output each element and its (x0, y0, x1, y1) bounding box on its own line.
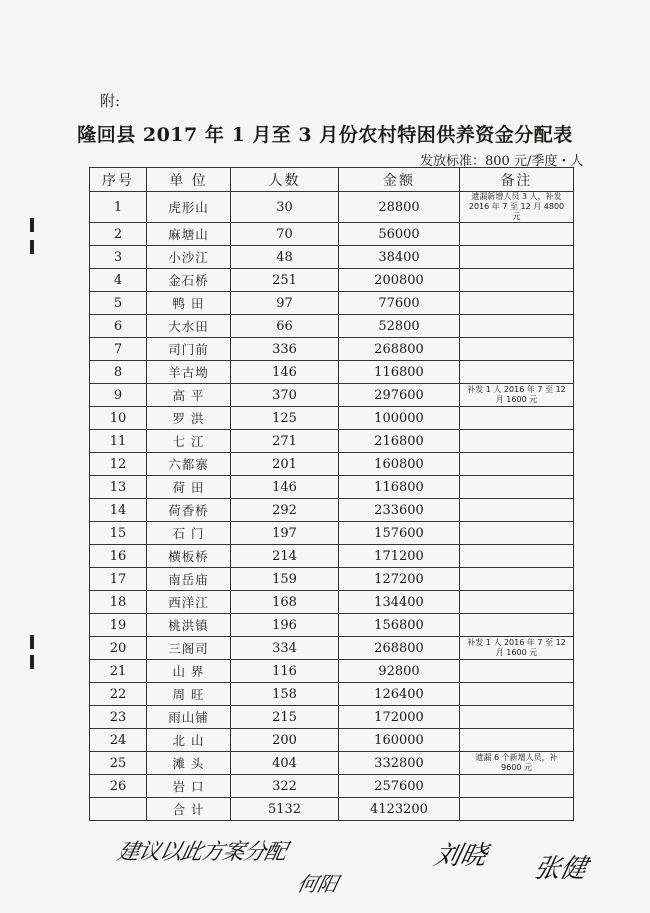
table-body (90, 192, 574, 798)
cell-unit: 麻塘山 (147, 223, 231, 246)
cell-no: 1 (90, 192, 147, 223)
signature-2: 刘晓 (431, 841, 490, 871)
cell-people: 251 (231, 269, 339, 292)
cell-amount: 257600 (339, 775, 460, 798)
cell-no: 13 (90, 476, 147, 499)
cell-amount: 200800 (339, 269, 460, 292)
cell-amount: 297600 (339, 384, 460, 407)
cell-note (460, 499, 574, 522)
header-people: 人数 (231, 168, 339, 192)
total-no (90, 798, 147, 821)
cell-no: 11 (90, 430, 147, 453)
cell-no: 8 (90, 361, 147, 384)
table-row (90, 384, 574, 407)
cell-note (460, 522, 574, 545)
cell-unit: 桃洪镇 (147, 614, 231, 637)
cell-people: 125 (231, 407, 339, 430)
cell-no: 18 (90, 591, 147, 614)
cell-note (460, 729, 574, 752)
cell-no: 20 (90, 637, 147, 660)
table-row (90, 683, 574, 706)
cell-no: 5 (90, 292, 147, 315)
binding-mark (30, 635, 34, 649)
table-row (90, 499, 574, 522)
cell-amount: 160800 (339, 453, 460, 476)
total-people: 5132 (231, 798, 339, 821)
cell-note (460, 338, 574, 361)
cell-no: 26 (90, 775, 147, 798)
cell-amount: 216800 (339, 430, 460, 453)
cell-people: 159 (231, 568, 339, 591)
cell-no: 24 (90, 729, 147, 752)
cell-amount: 134400 (339, 591, 460, 614)
cell-note (460, 775, 574, 798)
table-row (90, 338, 574, 361)
cell-people: 146 (231, 476, 339, 499)
cell-no: 19 (90, 614, 147, 637)
allocation-table (89, 167, 574, 821)
cell-amount: 172000 (339, 706, 460, 729)
cell-note (460, 660, 574, 683)
payment-standard: 发放标准：800 元/季度・人 (420, 154, 584, 169)
table-row (90, 269, 574, 292)
cell-amount: 156800 (339, 614, 460, 637)
header-note: 备注 (460, 168, 574, 192)
total-row (90, 798, 574, 821)
cell-people: 201 (231, 453, 339, 476)
cell-unit: 三阁司 (147, 637, 231, 660)
table-row (90, 292, 574, 315)
table-row (90, 407, 574, 430)
cell-note (460, 614, 574, 637)
table-row (90, 568, 574, 591)
header-no: 序号 (90, 168, 147, 192)
cell-people: 97 (231, 292, 339, 315)
cell-people: 404 (231, 752, 339, 775)
cell-no: 4 (90, 269, 147, 292)
cell-amount: 126400 (339, 683, 460, 706)
cell-unit: 西洋江 (147, 591, 231, 614)
cell-unit: 高 平 (147, 384, 231, 407)
table-row (90, 522, 574, 545)
cell-unit: 大水田 (147, 315, 231, 338)
cell-no: 12 (90, 453, 147, 476)
cell-amount: 157600 (339, 522, 460, 545)
cell-no: 22 (90, 683, 147, 706)
cell-amount: 52800 (339, 315, 460, 338)
table-row (90, 545, 574, 568)
cell-no: 7 (90, 338, 147, 361)
cell-note: 遗漏新增人员 3 人，补发 2016 年 7 至 12 月 4800 元 (460, 192, 574, 223)
cell-unit: 小沙江 (147, 246, 231, 269)
cell-no: 6 (90, 315, 147, 338)
cell-people: 197 (231, 522, 339, 545)
cell-people: 370 (231, 384, 339, 407)
cell-note (460, 568, 574, 591)
cell-note (460, 545, 574, 568)
table-row (90, 430, 574, 453)
header-amount: 金额 (339, 168, 460, 192)
signature-3: 张健 (531, 854, 590, 884)
cell-note (460, 292, 574, 315)
cell-no: 3 (90, 246, 147, 269)
cell-people: 168 (231, 591, 339, 614)
binding-mark (30, 218, 34, 232)
cell-people: 70 (231, 223, 339, 246)
total-note (460, 798, 574, 821)
table-row (90, 453, 574, 476)
cell-amount: 28800 (339, 192, 460, 223)
table-header-row (90, 168, 574, 192)
cell-amount: 268800 (339, 637, 460, 660)
cell-people: 200 (231, 729, 339, 752)
table-row (90, 752, 574, 775)
cell-note (460, 706, 574, 729)
cell-people: 196 (231, 614, 339, 637)
cell-note (460, 223, 574, 246)
table-row (90, 476, 574, 499)
cell-note (460, 407, 574, 430)
cell-people: 158 (231, 683, 339, 706)
cell-no: 16 (90, 545, 147, 568)
cell-note: 补发 1 人 2016 年 7 至 12 月 1600 元 (460, 637, 574, 660)
cell-people: 116 (231, 660, 339, 683)
table-row (90, 706, 574, 729)
cell-no: 14 (90, 499, 147, 522)
cell-no: 9 (90, 384, 147, 407)
table-row (90, 192, 574, 223)
cell-unit: 雨山铺 (147, 706, 231, 729)
table-row (90, 614, 574, 637)
header-unit: 单 位 (147, 168, 231, 192)
cell-people: 334 (231, 637, 339, 660)
cell-amount: 56000 (339, 223, 460, 246)
cell-amount: 160000 (339, 729, 460, 752)
cell-note (460, 683, 574, 706)
cell-unit: 七 江 (147, 430, 231, 453)
total-label: 合 计 (147, 798, 231, 821)
signature-1: 何阳 (295, 872, 341, 896)
cell-amount: 92800 (339, 660, 460, 683)
cell-people: 48 (231, 246, 339, 269)
cell-note: 遗漏 6 个新增人员，补 9600 元 (460, 752, 574, 775)
cell-unit: 周 旺 (147, 683, 231, 706)
table-row (90, 361, 574, 384)
table-row (90, 315, 574, 338)
cell-unit: 荷 田 (147, 476, 231, 499)
cell-unit: 六都寨 (147, 453, 231, 476)
cell-unit: 北 山 (147, 729, 231, 752)
table-row (90, 729, 574, 752)
cell-amount: 100000 (339, 407, 460, 430)
cell-note (460, 269, 574, 292)
cell-amount: 77600 (339, 292, 460, 315)
cell-unit: 石 门 (147, 522, 231, 545)
cell-unit: 金石桥 (147, 269, 231, 292)
cell-amount: 116800 (339, 476, 460, 499)
cell-unit: 鸭 田 (147, 292, 231, 315)
total-amount: 4123200 (339, 798, 460, 821)
cell-note (460, 476, 574, 499)
table-row (90, 775, 574, 798)
cell-no: 25 (90, 752, 147, 775)
cell-people: 215 (231, 706, 339, 729)
cell-amount: 268800 (339, 338, 460, 361)
cell-unit: 岩 口 (147, 775, 231, 798)
cell-unit: 荷香桥 (147, 499, 231, 522)
cell-people: 30 (231, 192, 339, 223)
cell-no: 17 (90, 568, 147, 591)
cell-amount: 127200 (339, 568, 460, 591)
page-title: 隆回县 2017 年 1 月至 3 月份农村特困供养资金分配表 (77, 124, 573, 146)
cell-amount: 116800 (339, 361, 460, 384)
cell-note (460, 591, 574, 614)
cell-people: 66 (231, 315, 339, 338)
cell-people: 336 (231, 338, 339, 361)
cell-no: 2 (90, 223, 147, 246)
attachment-label: 附: (100, 92, 121, 110)
cell-no: 21 (90, 660, 147, 683)
cell-note (460, 453, 574, 476)
cell-unit: 司门前 (147, 338, 231, 361)
cell-note (460, 246, 574, 269)
cell-unit: 山 界 (147, 660, 231, 683)
cell-amount: 171200 (339, 545, 460, 568)
table-row (90, 660, 574, 683)
cell-people: 271 (231, 430, 339, 453)
cell-note (460, 315, 574, 338)
cell-unit: 南岳庙 (147, 568, 231, 591)
cell-unit: 横板桥 (147, 545, 231, 568)
cell-no: 23 (90, 706, 147, 729)
cell-people: 322 (231, 775, 339, 798)
cell-no: 15 (90, 522, 147, 545)
cell-unit: 罗 洪 (147, 407, 231, 430)
cell-amount: 38400 (339, 246, 460, 269)
cell-unit: 羊古坳 (147, 361, 231, 384)
binding-mark (30, 655, 34, 669)
cell-people: 292 (231, 499, 339, 522)
cell-no: 10 (90, 407, 147, 430)
table-row (90, 246, 574, 269)
cell-unit: 滩 头 (147, 752, 231, 775)
table-row (90, 637, 574, 660)
cell-note: 补发 1 人 2016 年 7 至 12 月 1600 元 (460, 384, 574, 407)
signature-approval: 建议以此方案分配 (114, 840, 289, 865)
cell-amount: 233600 (339, 499, 460, 522)
cell-people: 146 (231, 361, 339, 384)
cell-amount: 332800 (339, 752, 460, 775)
table-row (90, 591, 574, 614)
table-row (90, 223, 574, 246)
cell-note (460, 430, 574, 453)
binding-mark (30, 240, 34, 254)
cell-people: 214 (231, 545, 339, 568)
cell-note (460, 361, 574, 384)
cell-unit: 虎形山 (147, 192, 231, 223)
